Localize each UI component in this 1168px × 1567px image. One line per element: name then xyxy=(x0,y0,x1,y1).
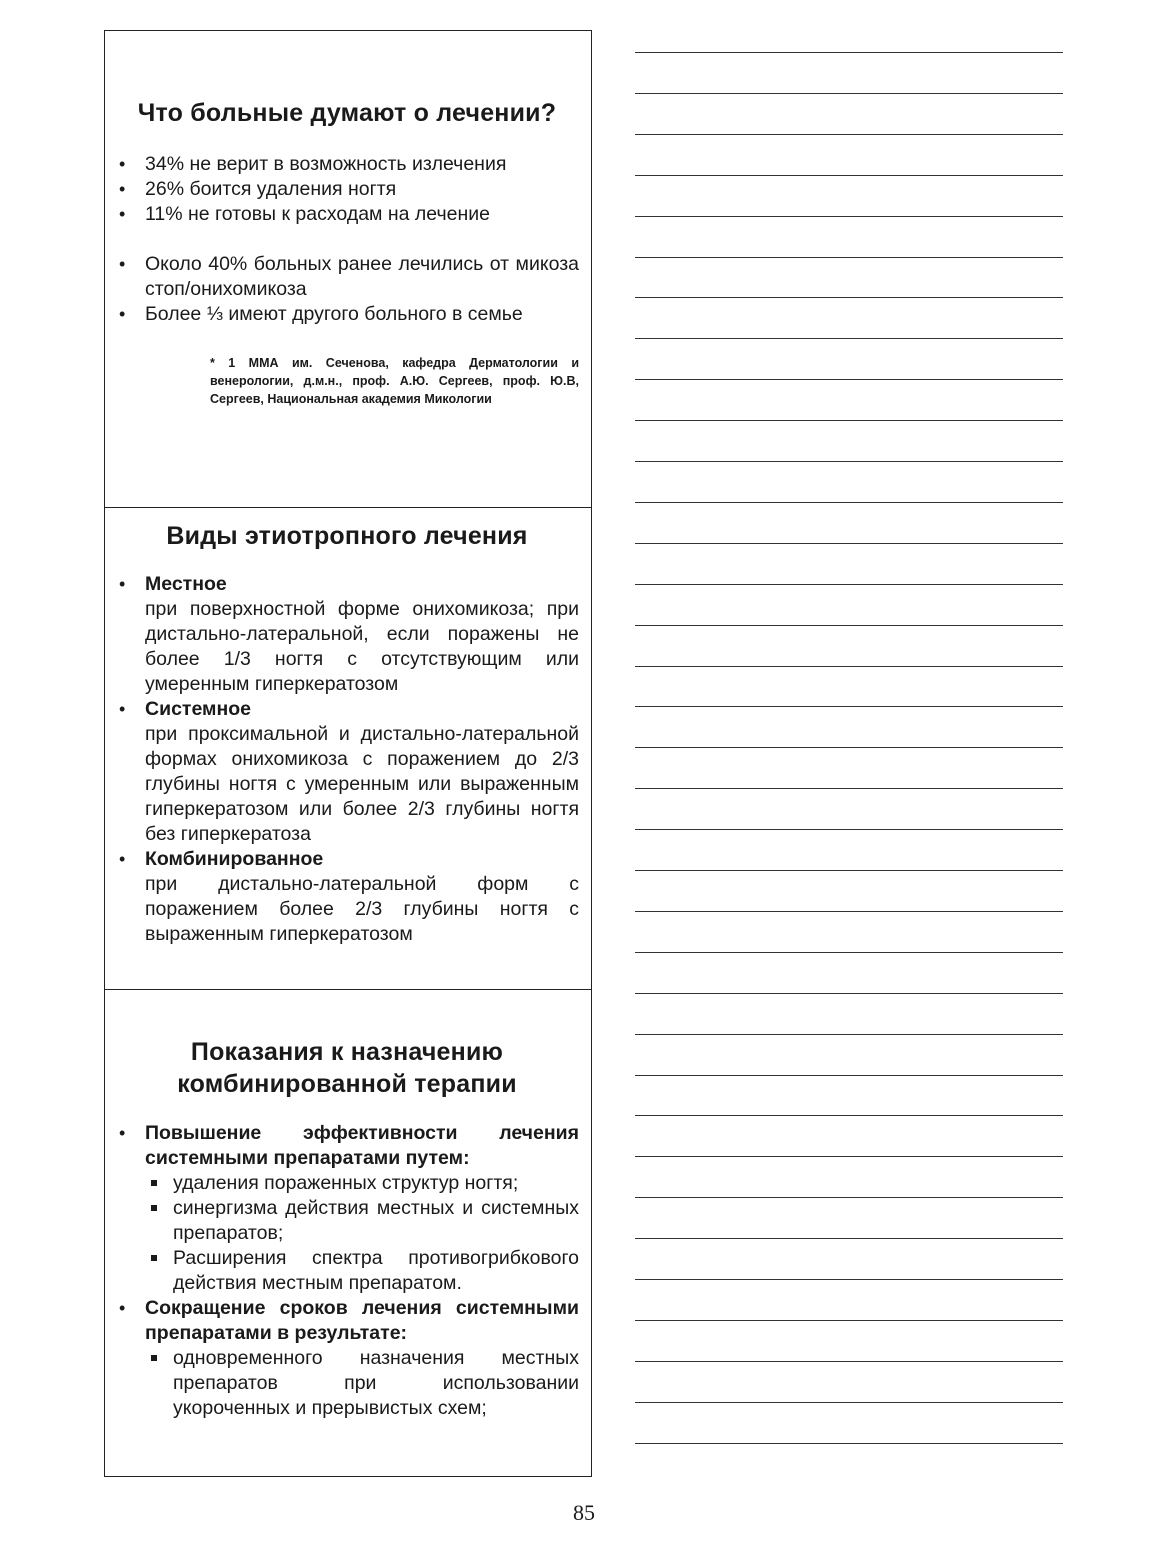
note-line xyxy=(635,420,1063,421)
note-line xyxy=(635,52,1063,53)
note-line xyxy=(635,1034,1063,1035)
item-text: при поверхностной форме онихомикоза; при дистально-латеральной, если поражены не более 1/3 ногтя с отсутствующим или умеренным гиперкератозом xyxy=(145,598,579,695)
note-line xyxy=(635,829,1063,830)
note-line xyxy=(635,297,1063,298)
item-text: при дистально-латеральной форм с поражением более 2/3 глубины ногтя с выраженным гиперкератозом xyxy=(145,873,579,945)
sub-item: удаления пораженных структур ногтя; xyxy=(145,1171,579,1196)
note-line xyxy=(635,216,1063,217)
list-item: • 26% боится удаления ногтя xyxy=(115,177,579,202)
note-lines xyxy=(635,52,1063,1472)
note-line xyxy=(635,993,1063,994)
item-heading: • Системное xyxy=(145,698,252,720)
list-item xyxy=(115,1296,579,1421)
slide-combined-therapy xyxy=(105,989,591,1478)
source-footnote: * 1 ММА им. Сеченова, кафедра Дерматологии и венерологии, д.м.н., проф. А.Ю. Сергеев, проф. Ю.В, Сергеев, Национальная академия Микологии xyxy=(210,356,579,406)
note-line xyxy=(635,584,1063,585)
list-item: • 34% не верит в возможность излечения xyxy=(115,152,579,177)
slide-title: Виды этиотропного лечения xyxy=(166,522,528,550)
note-line xyxy=(635,1279,1063,1280)
note-line xyxy=(635,1443,1063,1444)
note-line xyxy=(635,952,1063,953)
note-line xyxy=(635,461,1063,462)
note-line xyxy=(635,1402,1063,1403)
note-line xyxy=(635,257,1063,258)
note-line xyxy=(635,379,1063,380)
note-line xyxy=(635,870,1063,871)
item-heading: • Комбинированное xyxy=(145,848,324,870)
note-line xyxy=(635,1320,1063,1321)
list-item xyxy=(115,697,579,847)
item-heading: • Сокращение сроков лечения системными препаратами в результате: xyxy=(145,1297,579,1344)
list-item xyxy=(115,572,579,697)
note-line xyxy=(635,134,1063,135)
slide-title: Что больные думают о лечении? xyxy=(137,99,557,127)
note-line xyxy=(635,1361,1063,1362)
list-item xyxy=(115,1121,579,1296)
note-line xyxy=(635,911,1063,912)
list-item: • Около 40% больных ранее лечились от микоза стоп/онихомикоза xyxy=(115,252,579,302)
note-line xyxy=(635,666,1063,667)
list-item xyxy=(115,847,579,947)
note-line xyxy=(635,625,1063,626)
note-line xyxy=(635,1197,1063,1198)
list-item: • Более ⅓ имеют другого больного в семье xyxy=(115,302,579,327)
note-line xyxy=(635,1238,1063,1239)
sub-item: синергизма действия местных и системных препаратов; xyxy=(145,1196,579,1246)
note-line xyxy=(635,543,1063,544)
note-line xyxy=(635,502,1063,503)
list-item: • 11% не готовы к расходам на лечение xyxy=(115,202,579,227)
indications-list xyxy=(115,1121,579,1421)
sub-list xyxy=(145,1346,579,1421)
slide-treatment-types xyxy=(105,507,591,989)
sub-list xyxy=(145,1171,579,1296)
stats-list xyxy=(115,152,579,227)
slide-patient-opinions xyxy=(105,31,591,507)
sub-item: одновременного назначения местных препаратов при использовании укороченных и прерывистых схем; xyxy=(145,1346,579,1421)
item-text: при проксимальной и дистально-латеральной формах онихомикоза с поражением до 2/3 глубины ногтя с умеренным или выраженным гиперкератозом или более 2/3 глубины ногтя без гиперкератоза xyxy=(145,723,579,845)
note-line xyxy=(635,788,1063,789)
note-line xyxy=(635,706,1063,707)
note-line xyxy=(635,1156,1063,1157)
note-line xyxy=(635,1115,1063,1116)
slide-title: Показания к назначению комбинированной терапии xyxy=(177,1038,517,1098)
item-heading: • Повышение эффективности лечения системными препаратами путем: xyxy=(145,1122,579,1169)
history-list xyxy=(115,252,579,327)
note-line xyxy=(635,747,1063,748)
note-line xyxy=(635,175,1063,176)
sub-item: Расширения спектра противогрибкового действия местным препаратом. xyxy=(145,1246,579,1296)
note-line xyxy=(635,1075,1063,1076)
note-line xyxy=(635,93,1063,94)
slides-column xyxy=(104,30,592,1477)
treatment-list xyxy=(115,572,579,947)
item-heading: • Местное xyxy=(145,573,227,595)
page-number: 85 xyxy=(573,1500,595,1525)
note-line xyxy=(635,338,1063,339)
